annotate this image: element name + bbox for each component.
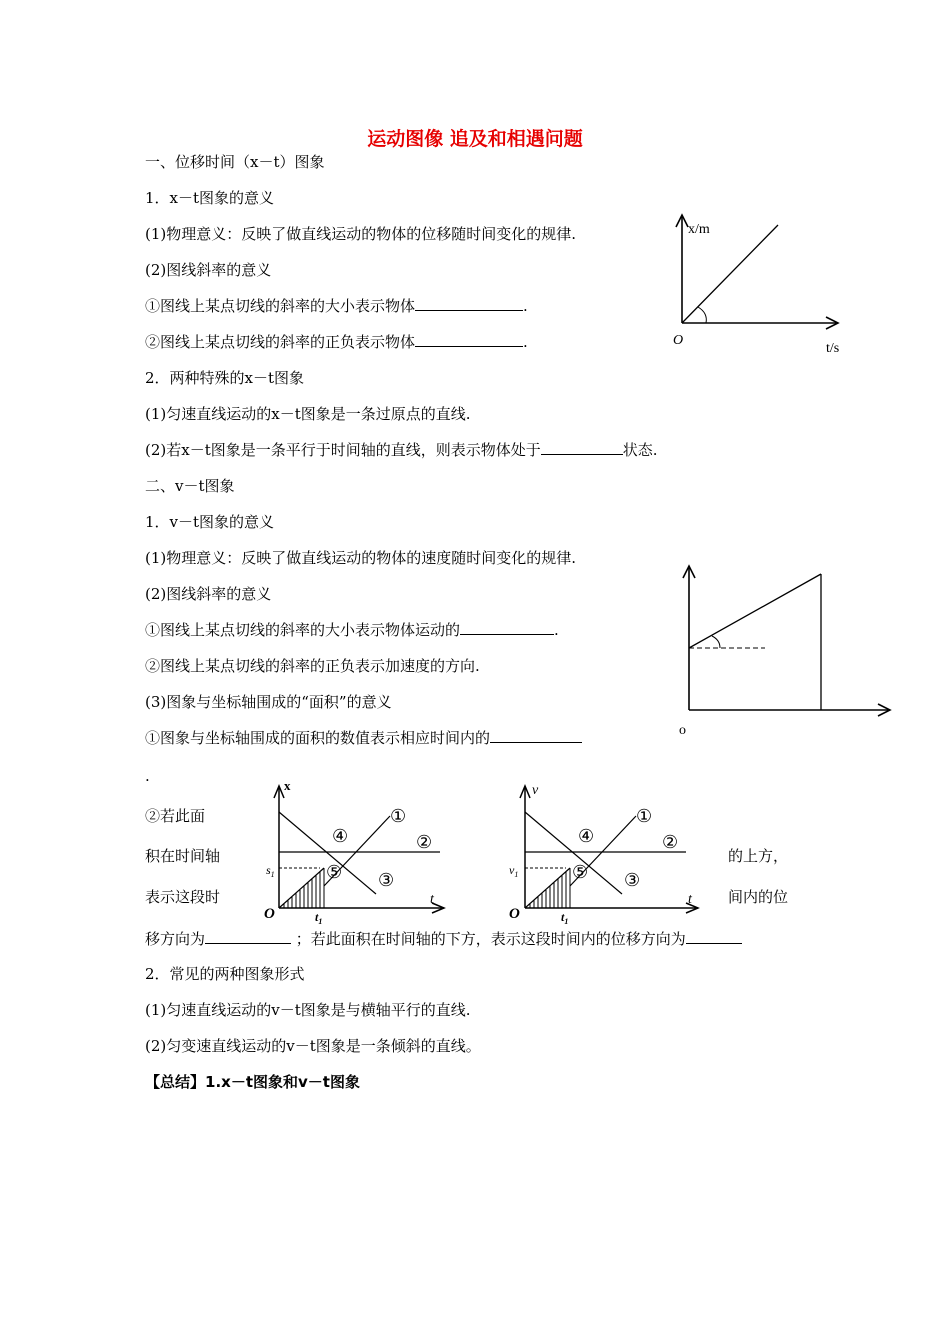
x-y-label: x: [284, 778, 291, 793]
v-origin: O: [509, 906, 520, 922]
section2-p7d: [145, 929, 742, 949]
summary-line: [145, 1072, 360, 1092]
section2-p7d-text: 移方向为: [145, 930, 206, 948]
section1-p4-text: ②图线上某点切线的斜率的正负表示物体: [145, 333, 416, 351]
section2-p5: (3)图象与坐标轴围成的“面积”的意义: [145, 693, 392, 711]
xt-x-label: t/s: [826, 341, 840, 356]
v-circle-5: ⑤: [572, 862, 589, 882]
section1-p6: [145, 440, 658, 460]
fill-blank-5[interactable]: [490, 728, 582, 743]
summary-bracket: 【总结】: [145, 1073, 206, 1091]
section2-p7b-right: 的上方，: [728, 847, 789, 865]
v-x-label: t: [688, 892, 692, 907]
section2-p1: (1)物理意义：反映了做直线运动的物体的速度随时间变化的规律.: [145, 549, 577, 567]
v-level-label: $v_1$: [509, 863, 519, 879]
vt-graph: [670, 560, 900, 740]
v-circle-4: ④: [578, 826, 595, 846]
fill-blank-7[interactable]: [686, 929, 742, 944]
section1-p4-end: .: [523, 333, 528, 351]
section1-p2: (2)图线斜率的意义: [145, 261, 272, 279]
fill-blank-4[interactable]: [460, 620, 554, 635]
xt-angle-arc: [698, 307, 706, 323]
section2-p7a: ②若此面: [145, 807, 206, 825]
vt-line: [689, 574, 821, 648]
summary-text: 1.x－t图象和v－t图象: [205, 1073, 360, 1091]
section1-p4: [145, 332, 528, 352]
section1-p5: (1)匀速直线运动的x－t图象是一条过原点的直线.: [145, 405, 471, 423]
v-time-label: $t_1$: [561, 910, 569, 926]
section1-p3-end: .: [523, 297, 528, 315]
xt-origin: O: [673, 333, 684, 348]
v-circle-1: ①: [636, 806, 653, 826]
xt-y-label: x/m: [688, 222, 710, 237]
x-origin: O: [264, 906, 275, 922]
x-circle-5: ⑤: [326, 862, 343, 882]
section2-p3-text: ①图线上某点切线的斜率的大小表示物体运动的: [145, 621, 461, 639]
section1-p3-text: ①图线上某点切线的斜率的大小表示物体: [145, 297, 416, 315]
section1-p1: (1)物理意义：反映了做直线运动的物体的位移随时间变化的规律.: [145, 225, 577, 243]
section2-p2: (2)图线斜率的意义: [145, 585, 272, 603]
v-graph: [506, 776, 706, 924]
fill-blank-2[interactable]: [415, 332, 523, 347]
v-circle-3: ③: [624, 870, 641, 890]
section2-p4: ②图线上某点切线的斜率的正负表示加速度的方向.: [145, 657, 480, 675]
fill-blank-6[interactable]: [205, 929, 291, 944]
section1-p6-end: 状态.: [622, 441, 658, 459]
section2-p3: [145, 620, 559, 640]
vt-angle-arc: [712, 636, 720, 648]
x-level-label: $s_1$: [266, 863, 275, 879]
x-time-label: $t_1$: [315, 910, 323, 926]
section2-sub1: 1．v－t图象的意义: [145, 513, 275, 531]
section2-heading: 二、v－t图象: [145, 477, 235, 495]
v-line-5: [525, 868, 570, 908]
v-y-label: v: [532, 783, 539, 798]
section2-p9: (2)匀变速直线运动的v－t图象是一条倾斜的直线。: [145, 1037, 481, 1055]
x-circle-4: ④: [332, 826, 349, 846]
xt-graph: [660, 205, 860, 365]
section1-p6-text: (2)若x－t图象是一条平行于时间轴的直线，则表示物体处于: [145, 441, 541, 459]
vt-origin: o: [679, 723, 686, 738]
section2-p7c-right: 间内的位: [728, 888, 789, 906]
x-circle-1: ①: [390, 806, 407, 826]
section2-p6: [145, 728, 582, 748]
x-circle-2: ②: [416, 832, 433, 852]
page-title: 运动图像 追及和相遇问题: [367, 128, 583, 150]
section2-p6-end: .: [145, 767, 150, 785]
x-x-label: t: [430, 892, 434, 907]
fill-blank-3[interactable]: [541, 440, 623, 455]
x-circle-3: ③: [378, 870, 395, 890]
section2-p8: (1)匀速直线运动的v－t图象是与横轴平行的直线.: [145, 1001, 471, 1019]
section2-p7c: 表示这段时: [145, 888, 221, 906]
fill-blank-1[interactable]: [415, 296, 523, 311]
section2-sub2: 2．常见的两种图象形式: [145, 965, 305, 983]
section2-p6-text: ①图象与坐标轴围成的面积的数值表示相应时间内的: [145, 729, 491, 747]
xt-line: [682, 225, 778, 323]
x-graph: [262, 776, 448, 924]
section2-p7b: 积在时间轴: [145, 847, 221, 865]
section1-p3: [145, 296, 528, 316]
section1-sub1: 1．x－t图象的意义: [145, 189, 275, 207]
x-line-5: [279, 868, 324, 908]
v-circle-2: ②: [662, 832, 679, 852]
section2-p7d-mid: ；若此面积在时间轴的下方，表示这段时间内的位移方向为: [295, 930, 686, 948]
section1-sub2: 2．两种特殊的x－t图象: [145, 369, 305, 387]
section2-p3-end: .: [554, 621, 559, 639]
section1-heading: 一、位移时间（x－t）图象: [145, 153, 325, 171]
